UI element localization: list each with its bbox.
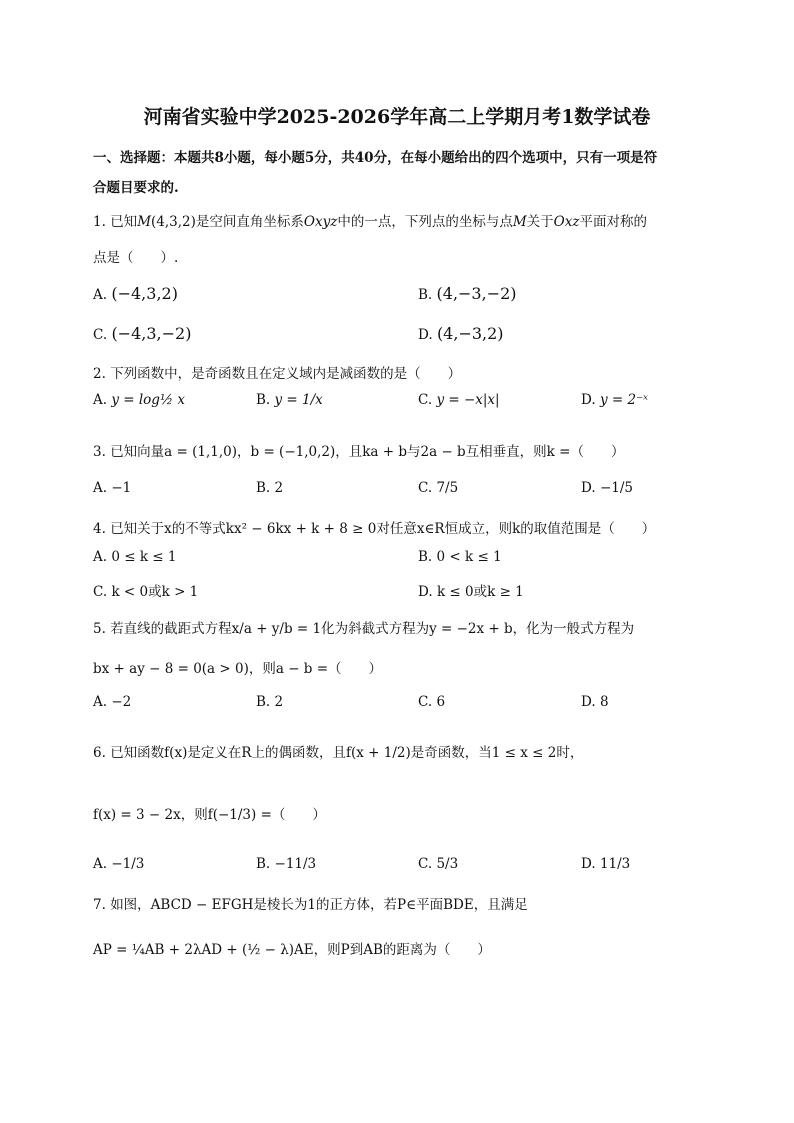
option-2c[interactable] <box>418 392 500 408</box>
question-6 <box>93 741 583 761</box>
option-2d[interactable] <box>581 392 648 408</box>
question-number: 3. <box>93 444 106 460</box>
option-4b[interactable] <box>418 549 502 565</box>
option-text: −1 <box>111 480 132 496</box>
option-text: −2 <box>111 694 132 710</box>
option-6c[interactable] <box>418 856 458 872</box>
option-label: C. <box>418 856 433 872</box>
option-text: 2 <box>274 694 284 710</box>
option-4a[interactable] <box>93 549 177 565</box>
option-text: 0 < k ≤ 1 <box>436 549 502 565</box>
option-label: A. <box>93 287 108 303</box>
option-text: 11/3 <box>599 856 631 872</box>
option-label: A. <box>93 549 108 565</box>
option-label: A. <box>93 856 108 872</box>
question-1: 1. 已知M(4,3,2)是空间直角坐标系Oxyz中的一点，下列点的坐标与点M关于Oxz平面对称的 <box>93 214 647 230</box>
question-4 <box>93 517 655 537</box>
option-1a[interactable] <box>93 284 178 303</box>
option-label: D. <box>418 584 433 600</box>
question-text: 已知向量a = (1,1,0)，b = (−1,0,2)，且ka + b与2a − b互相垂直，则k =（ ） <box>110 444 625 460</box>
option-6d[interactable] <box>581 856 630 872</box>
option-text: (−4,3,−2) <box>111 324 192 343</box>
question-text: 如图，ABCD − EFGH是棱长为1的正方体，若P∈平面BDE，且满足 <box>110 897 528 913</box>
option-label: B. <box>418 287 433 303</box>
option-label: B. <box>256 694 271 710</box>
option-text: y = 1/x <box>274 392 323 408</box>
option-label: C. <box>418 480 433 496</box>
option-label: C. <box>93 584 108 600</box>
option-text: −11/3 <box>274 856 317 872</box>
option-1d[interactable] <box>418 324 504 343</box>
option-text: (−4,3,2) <box>111 284 178 303</box>
option-text: k < 0或k > 1 <box>111 584 199 600</box>
option-text: (4,−3,−2) <box>436 284 517 303</box>
option-5a[interactable] <box>93 694 131 710</box>
question-7-line2: AP = ¼AB + 2λAD + (½ − λ)AE，则P到AB的距离为（ ） <box>93 942 491 958</box>
option-label: B. <box>256 480 271 496</box>
page-title: 河南省实验中学2025-2026学年高二上学期月考1数学试卷 <box>143 106 651 128</box>
option-label: C. <box>418 694 433 710</box>
section-header-line2: 合题目要求的. <box>93 180 179 196</box>
option-label: C. <box>93 327 108 343</box>
question-text: 已知函数f(x)是定义在R上的偶函数，且f(x + 1/2)是奇函数，当1 ≤ x ≤ 2时， <box>110 745 584 761</box>
option-text: y = −x|x| <box>436 392 500 408</box>
option-label: B. <box>256 856 271 872</box>
option-5d[interactable] <box>581 694 609 710</box>
option-1b[interactable] <box>418 284 517 303</box>
option-label: B. <box>418 549 433 565</box>
question-text: 已知关于x的不等式kx² − 6kx + k + 8 ≥ 0对任意x∈R恒成立，则k的取值范围是（ ） <box>110 521 656 537</box>
question-number: 6. <box>93 745 106 761</box>
question-number: 2. <box>93 366 106 382</box>
question-number: 5. <box>93 621 106 637</box>
question-number: 4. <box>93 521 106 537</box>
option-text: y = log½ x <box>111 392 185 408</box>
option-label: D. <box>581 694 596 710</box>
question-text: 若直线的截距式方程x/a + y/b = 1化为斜截式方程为y = −2x + b，化为一般式方程为 <box>110 621 635 637</box>
option-text: 7/5 <box>436 480 459 496</box>
option-label: A. <box>93 694 108 710</box>
option-text: 0 ≤ k ≤ 1 <box>111 549 177 565</box>
option-5c[interactable] <box>418 694 445 710</box>
option-4d[interactable] <box>418 580 524 600</box>
option-text: y = 2⁻ˣ <box>599 392 648 408</box>
question-6-line2: f(x) = 3 − 2x，则f(−1/3) =（ ） <box>93 807 326 823</box>
question-2 <box>93 362 461 382</box>
option-1c[interactable] <box>93 324 191 343</box>
question-3 <box>93 440 624 460</box>
question-5 <box>93 617 634 637</box>
option-label: B. <box>256 392 271 408</box>
option-label: A. <box>93 480 108 496</box>
option-text: −1/5 <box>599 480 633 496</box>
option-5b[interactable] <box>256 694 283 710</box>
option-label: A. <box>93 392 108 408</box>
option-label: D. <box>581 856 596 872</box>
option-3c[interactable] <box>418 480 458 496</box>
question-1-line2: 点是（ ）. <box>93 250 179 266</box>
question-number: 1. <box>93 214 106 230</box>
option-6a[interactable] <box>93 856 144 872</box>
option-text: 5/3 <box>436 856 459 872</box>
option-label: D. <box>418 327 433 343</box>
option-label: C. <box>418 392 433 408</box>
option-2b[interactable] <box>256 392 323 408</box>
question-number: 7. <box>93 897 106 913</box>
option-4c[interactable] <box>93 580 198 600</box>
option-3b[interactable] <box>256 480 283 496</box>
option-text: 8 <box>599 694 609 710</box>
option-3d[interactable] <box>581 480 633 496</box>
option-label: D. <box>581 480 596 496</box>
section-header-line1: 一、选择题：本题共8小题，每小题5分，共40分，在每小题给出的四个选项中，只有一项是符 <box>93 150 658 166</box>
option-text: −1/3 <box>111 856 145 872</box>
question-5-line2: bx + ay − 8 = 0(a > 0)，则a − b =（ ） <box>93 661 383 677</box>
question-text: 下列函数中，是奇函数且在定义域内是减函数的是（ ） <box>110 366 462 382</box>
option-text: 6 <box>436 694 446 710</box>
option-label: D. <box>581 392 596 408</box>
option-text: k ≤ 0或k ≥ 1 <box>436 584 524 600</box>
option-text: 2 <box>274 480 284 496</box>
option-text: (4,−3,2) <box>436 324 504 343</box>
question-7 <box>93 893 528 913</box>
option-2a[interactable] <box>93 392 185 408</box>
option-3a[interactable] <box>93 480 131 496</box>
option-6b[interactable] <box>256 856 316 872</box>
